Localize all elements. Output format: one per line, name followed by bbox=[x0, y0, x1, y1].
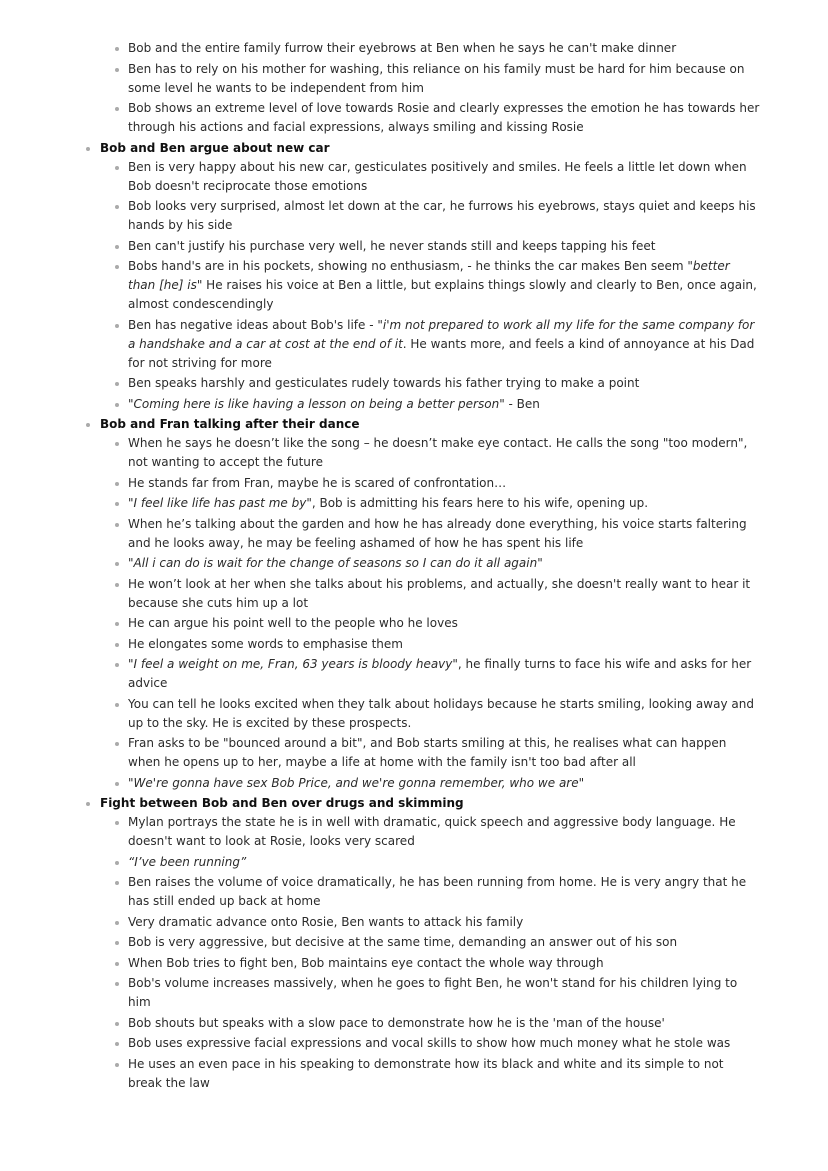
bullet-icon bbox=[115, 1063, 119, 1067]
bullet-icon bbox=[115, 941, 119, 945]
item-text: Bob uses expressive facial expressions and vocal skills to show how much money what he stole was bbox=[128, 1036, 731, 1050]
sub-list bbox=[100, 158, 760, 414]
bullet-icon bbox=[115, 107, 119, 111]
section-heading: Fight between Bob and Ben over drugs and skimming bbox=[100, 796, 464, 810]
bullet-icon bbox=[115, 442, 119, 446]
list-item bbox=[100, 158, 760, 196]
outline-list bbox=[0, 39, 828, 1093]
list-item bbox=[100, 774, 760, 793]
bullet-icon bbox=[115, 921, 119, 925]
bullet-icon bbox=[115, 982, 119, 986]
section bbox=[0, 139, 760, 414]
item-text: Bob and the entire family furrow their eyebrows at Ben when he says he can't make dinner bbox=[128, 41, 677, 55]
section-heading: Bob and Ben argue about new car bbox=[100, 140, 330, 155]
list-item bbox=[100, 695, 760, 733]
item-text: Ben has to rely on his mother for washing, this reliance on his family must be hard for him because on some level he wants to be independent from him bbox=[128, 61, 745, 95]
item-text: Fran asks to be "bounced around a bit", and Bob starts smiling at this, he realises what can happen when he opens up to her, maybe a life at home with the family isn't too bad after all bbox=[128, 736, 727, 769]
list-item bbox=[100, 474, 760, 493]
section bbox=[0, 39, 760, 137]
bullet-icon bbox=[115, 482, 119, 486]
list-item bbox=[100, 515, 760, 553]
item-text: Mylan portrays the state he is in well with dramatic, quick speech and aggressive body language. He doesn't want to look at Rosie, looks very scared bbox=[128, 815, 736, 848]
bullet-icon bbox=[115, 245, 119, 249]
list-item bbox=[100, 575, 760, 613]
item-text: When he says he doesn’t like the song – he doesn’t make eye contact. He calls the song "too modern", not wanting to accept the future bbox=[128, 436, 748, 469]
bullet-icon bbox=[115, 861, 119, 865]
list-item bbox=[100, 954, 760, 973]
section bbox=[0, 794, 760, 1093]
item-text: - Ben bbox=[504, 396, 540, 411]
bullet-icon bbox=[115, 403, 119, 407]
item-text: Ben has negative ideas about Bob's life - bbox=[128, 317, 378, 332]
quote-text: "We're gonna have sex Bob Price, and we're gonna remember, who we are" bbox=[128, 775, 585, 790]
list-item bbox=[100, 60, 760, 98]
quote-text: "i'm not prepared to work all my life for the same company for a handshake and a car at cost at the end of it bbox=[128, 317, 755, 351]
list-item bbox=[100, 494, 760, 513]
item-text: He stands far from Fran, maybe he is scared of confrontation… bbox=[128, 475, 507, 490]
item-text: " bbox=[128, 657, 134, 671]
bullet-icon bbox=[115, 205, 119, 209]
sub-list bbox=[100, 434, 760, 793]
bullet-icon bbox=[86, 147, 90, 151]
list-item bbox=[100, 974, 760, 1012]
bullet-icon bbox=[115, 68, 119, 72]
bullet-icon bbox=[115, 523, 119, 527]
item-text: Bobs hand's are in his pockets, showing no enthusiasm, - he thinks the car makes Ben seem " bbox=[128, 259, 693, 273]
list-item bbox=[100, 614, 760, 633]
quote-text: "All i can do is wait for the change of seasons so I can do it all again" bbox=[128, 556, 543, 570]
quote-text: I feel a weight on me, Fran, 63 years is bloody heavy bbox=[133, 657, 453, 671]
list-item bbox=[100, 1014, 760, 1033]
bullet-icon bbox=[115, 1022, 119, 1026]
bullet-icon bbox=[115, 881, 119, 885]
bullet-icon bbox=[115, 703, 119, 707]
document-body bbox=[0, 39, 828, 1094]
quote-text: "Coming here is like having a lesson on being a better person" bbox=[128, 396, 505, 411]
bullet-icon bbox=[115, 742, 119, 746]
list-item bbox=[100, 99, 760, 137]
bullet-icon bbox=[86, 423, 90, 427]
list-item bbox=[100, 813, 760, 851]
quote-text: better than [he] is bbox=[128, 259, 730, 292]
item-text: When Bob tries to fight ben, Bob maintains eye contact the whole way through bbox=[128, 955, 604, 970]
list-item bbox=[100, 39, 760, 58]
list-item bbox=[100, 635, 760, 654]
item-text: Ben speaks harshly and gesticulates rudely towards his father trying to make a point bbox=[128, 376, 640, 390]
item-text: He elongates some words to emphasise them bbox=[128, 636, 403, 651]
bullet-icon bbox=[115, 622, 119, 626]
item-text: Bob looks very surprised, almost let down at the car, he furrows his eyebrows, stays quiet and keeps his hands by his side bbox=[128, 199, 756, 232]
list-item bbox=[100, 197, 760, 235]
item-text: He won’t look at her when she talks about his problems, and actually, she doesn't really want to hear it because she cuts him up a lot bbox=[128, 576, 751, 610]
item-text: ", Bob is admitting his fears here to his wife, opening up. bbox=[306, 496, 649, 510]
list-item bbox=[100, 1034, 760, 1053]
list-item bbox=[100, 434, 760, 472]
list-item bbox=[100, 554, 760, 573]
section-heading: Bob and Fran talking after their dance bbox=[100, 417, 360, 431]
item-text: Bob is very aggressive, but decisive at the same time, demanding an answer out of his son bbox=[128, 935, 678, 949]
bullet-icon bbox=[86, 802, 90, 806]
bullet-icon bbox=[115, 583, 119, 587]
list-item bbox=[100, 316, 760, 373]
section bbox=[0, 415, 760, 793]
bullet-icon bbox=[115, 1042, 119, 1046]
bullet-icon bbox=[115, 47, 119, 51]
bullet-icon bbox=[115, 562, 119, 566]
list-item bbox=[100, 913, 760, 932]
list-item bbox=[100, 933, 760, 952]
item-text: Ben can't justify his purchase very well, he never stands still and keeps tapping his feet bbox=[128, 238, 656, 253]
item-text: Bob's volume increases massively, when he goes to fight Ben, he won't stand for his children lying to him bbox=[128, 976, 738, 1009]
bullet-icon bbox=[115, 265, 119, 269]
item-text: ", he finally turns to face his wife and asks for her advice bbox=[128, 657, 752, 690]
item-text: Bob shows an extreme level of love towards Rosie and clearly expresses the emotion he has towards her through his actions and facial expressions, always smiling and kissing Rosie bbox=[128, 101, 760, 134]
bullet-icon bbox=[115, 166, 119, 170]
item-text: Ben is very happy about his new car, gesticulates positively and smiles. He feels a little let down when Bob doesn't reciprocate those emotions bbox=[128, 159, 747, 193]
list-item bbox=[100, 257, 760, 314]
list-item bbox=[100, 873, 760, 911]
quote-text: I feel like life has past me by bbox=[133, 496, 307, 510]
item-text: Ben raises the volume of voice dramatically, he has been running from home. He is very angry that he has still ended up back at home bbox=[128, 875, 747, 908]
bullet-icon bbox=[115, 643, 119, 647]
sub-list bbox=[100, 813, 760, 1093]
item-text: Bob shouts but speaks with a slow pace to demonstrate how he is the 'man of the house' bbox=[128, 1015, 665, 1030]
list-item bbox=[100, 395, 760, 414]
list-item bbox=[100, 734, 760, 772]
bullet-icon bbox=[115, 821, 119, 825]
bullet-icon bbox=[115, 663, 119, 667]
item-text: He can argue his point well to the people who he loves bbox=[128, 616, 458, 630]
list-item bbox=[100, 237, 760, 256]
bullet-icon bbox=[115, 382, 119, 386]
bullet-icon bbox=[115, 502, 119, 506]
list-item bbox=[100, 1055, 760, 1093]
item-text: . He wants more, and feels a kind of annoyance at his Dad for not striving for more bbox=[128, 336, 755, 370]
bullet-icon bbox=[115, 324, 119, 328]
item-text: Very dramatic advance onto Rosie, Ben wants to attack his family bbox=[128, 914, 524, 929]
list-item bbox=[100, 374, 760, 393]
list-item bbox=[100, 853, 760, 872]
quote-text: “I’ve been running” bbox=[128, 854, 247, 869]
item-text: When he’s talking about the garden and how he has already done everything, his voice starts faltering and he looks away, he may be feeling ashamed of how he has spent his life bbox=[128, 516, 747, 550]
bullet-icon bbox=[115, 962, 119, 966]
item-text: You can tell he looks excited when they talk about holidays because he starts smiling, looking away and up to the sky. He is excited by these prospects. bbox=[128, 696, 754, 730]
bullet-icon bbox=[115, 782, 119, 786]
sub-list bbox=[100, 39, 760, 137]
list-item bbox=[100, 655, 760, 693]
item-text: " He raises his voice at Ben a little, but explains things slowly and clearly to Ben, once again, almost condescendingly bbox=[128, 278, 757, 311]
item-text: " bbox=[128, 496, 134, 510]
item-text: He uses an even pace in his speaking to demonstrate how its black and white and its simple to not break the law bbox=[128, 1056, 724, 1090]
